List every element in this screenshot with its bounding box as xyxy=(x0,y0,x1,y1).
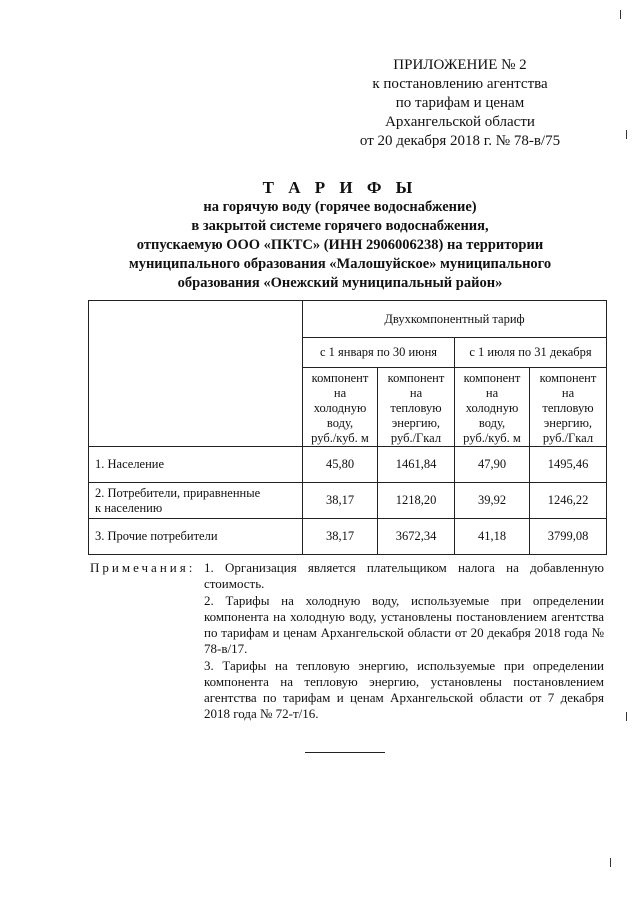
period-second-half: с 1 июля по 31 декабря xyxy=(455,338,607,368)
table-cell: 45,80 xyxy=(303,447,378,483)
appendix-title: ПРИЛОЖЕНИЕ № 2 xyxy=(393,57,527,73)
note-item: 2. Тарифы на холодную воду, используемые при определении компонента на холодную воду, установлены постановлением агентства по тарифам и ценам Архангельской области от 20 декабря 2018 года № 78-в/17. xyxy=(204,593,604,656)
scan-mark xyxy=(610,858,611,867)
header-two-component: Двухкомпонентный тариф xyxy=(303,301,607,338)
appendix-line: Архангельской области xyxy=(385,114,535,130)
scan-mark xyxy=(620,10,621,19)
document-title xyxy=(40,178,640,293)
notes-label: Примечания: xyxy=(90,560,196,575)
table-cell: 47,90 xyxy=(455,447,530,483)
subheader-heat-energy: компонент на тепловую энергию, руб./Гкал xyxy=(378,368,455,447)
subtitle-line: муниципального образования «Малошуйское» муниципального xyxy=(128,256,552,272)
title-main: Т А Р И Ф Ы xyxy=(262,178,418,197)
table-cell: 38,17 xyxy=(303,519,378,555)
table-header-row xyxy=(89,301,607,338)
subtitle-line: отпускаемую ООО «ПКТС» (ИНН 2906006238) на территории xyxy=(136,237,544,253)
subtitle-line: образования «Онежский муниципальный район» xyxy=(177,275,503,291)
table-row xyxy=(89,447,607,483)
appendix-line: к постановлению агентства xyxy=(372,76,548,92)
row-label: 2. Потребители, приравненные к населению xyxy=(89,483,303,519)
scan-mark xyxy=(626,712,627,721)
notes-list xyxy=(204,560,604,723)
table-cell: 3672,34 xyxy=(378,519,455,555)
period-first-half: с 1 января по 30 июня xyxy=(303,338,455,368)
table-cell: 1461,84 xyxy=(378,447,455,483)
appendix-line: по тарифам и ценам xyxy=(395,95,525,111)
row-label: 3. Прочие потребители xyxy=(89,519,303,555)
subtitle-line: в закрытой системе горячего водоснабжения, xyxy=(191,218,489,234)
note-item: 1. Организация является плательщиком налога на добавленную стоимость. xyxy=(204,560,604,591)
table-row xyxy=(89,519,607,555)
subheader-cold-water: компонент на холодную воду, руб./куб. м xyxy=(303,368,378,447)
table-cell: 41,18 xyxy=(455,519,530,555)
closing-rule xyxy=(305,752,385,753)
corner-cell xyxy=(89,301,303,447)
table-cell: 38,17 xyxy=(303,483,378,519)
subheader-heat-energy: компонент на тепловую энергию, руб./Гкал xyxy=(530,368,607,447)
table-cell: 1218,20 xyxy=(378,483,455,519)
tariff-table xyxy=(88,300,607,555)
appendix-header xyxy=(340,56,580,151)
table-cell: 1495,46 xyxy=(530,447,607,483)
subheader-cold-water: компонент на холодную воду, руб./куб. м xyxy=(455,368,530,447)
row-label: 1. Население xyxy=(89,447,303,483)
note-item: 3. Тарифы на тепловую энергию, используемые при определении компонента на тепловую энергию, установлены постановлением агентства по тарифам и ценам Архангельской области от 7 декабря 2018 года № 72-т/16. xyxy=(204,658,604,721)
table-cell: 39,92 xyxy=(455,483,530,519)
title-subtitle xyxy=(40,198,640,293)
subtitle-line: на горячую воду (горячее водоснабжение) xyxy=(203,199,477,215)
table-row xyxy=(89,483,607,519)
table-cell: 1246,22 xyxy=(530,483,607,519)
table-cell: 3799,08 xyxy=(530,519,607,555)
appendix-date: от 20 декабря 2018 г. № 78-в/75 xyxy=(359,133,561,149)
scan-mark xyxy=(626,130,627,139)
